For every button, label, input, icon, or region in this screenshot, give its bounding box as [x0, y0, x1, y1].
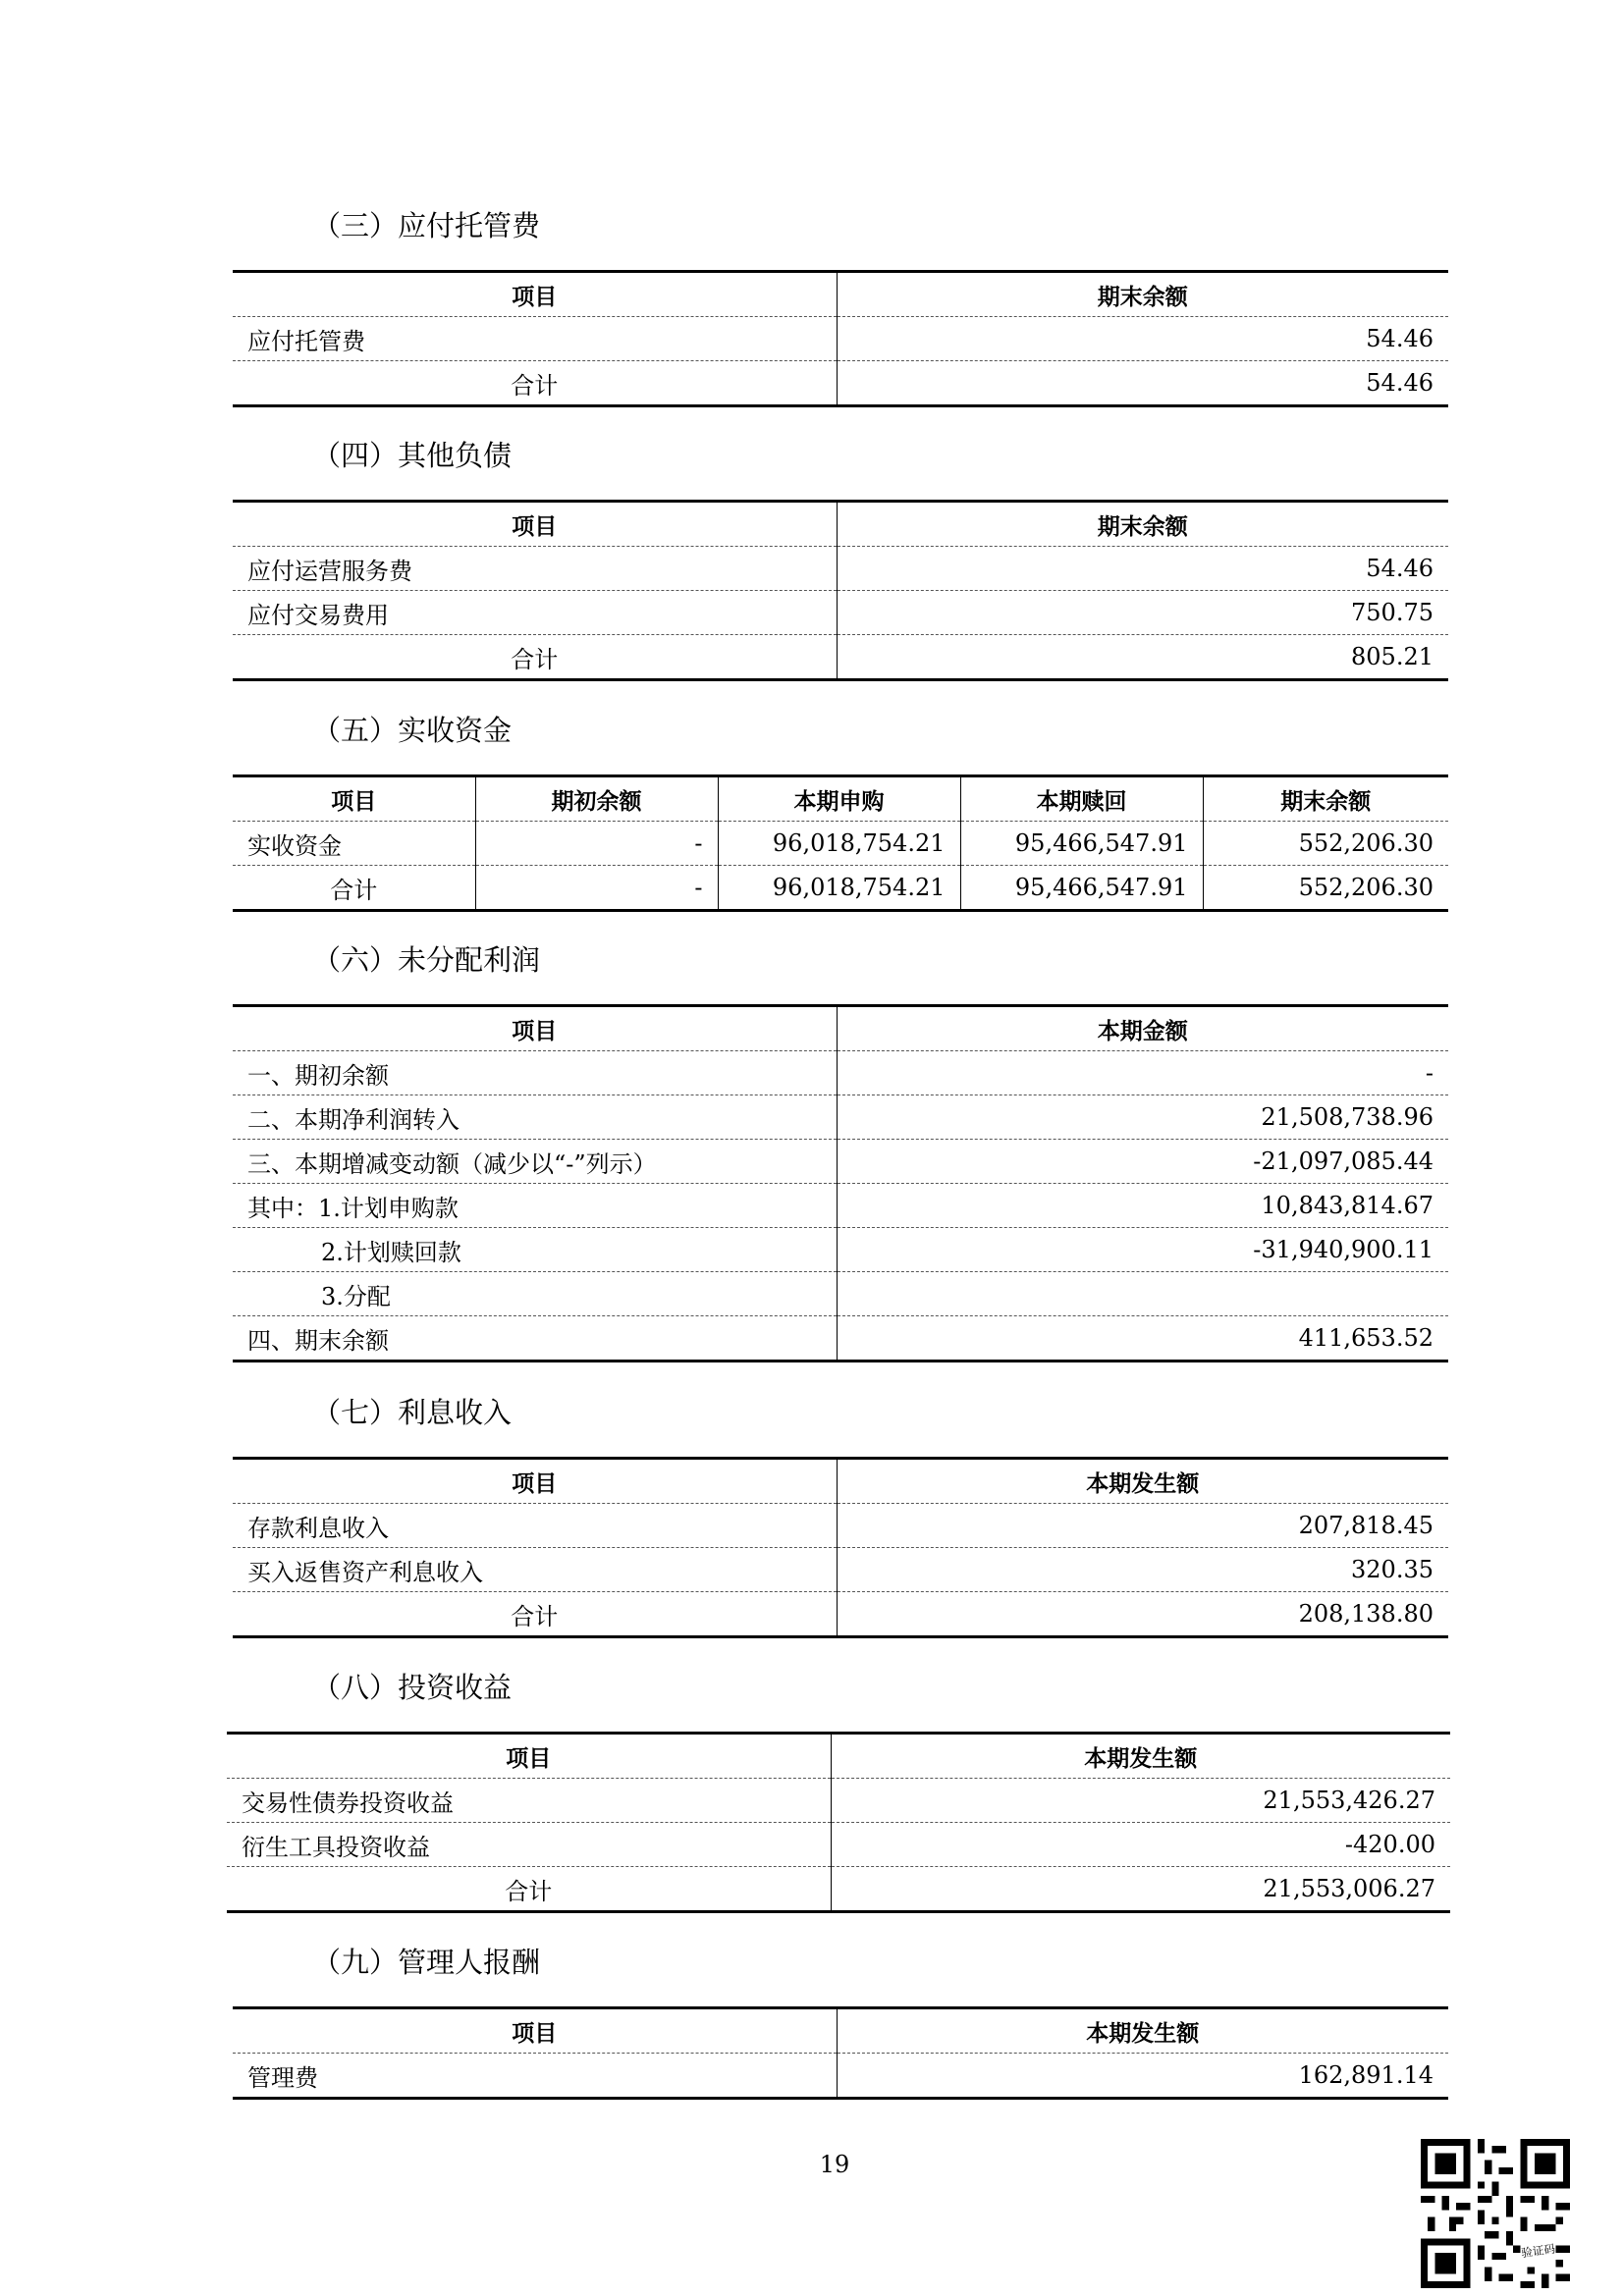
header-cell: 项目 [512, 2020, 558, 2047]
row-value: 21,553,006.27 [831, 1867, 1450, 1912]
row-label: 3.分配 [233, 1272, 837, 1316]
row-value: 552,206.30 [1203, 866, 1448, 911]
row-value: 54.46 [837, 317, 1448, 361]
row-value: 320.35 [837, 1548, 1448, 1592]
undistributed-profit-table [233, 1004, 1448, 1362]
header-cell: 项目 [506, 1745, 552, 1772]
table-row [227, 1823, 1450, 1867]
total-row [233, 1592, 1448, 1637]
table-header-row [227, 1734, 1450, 1779]
row-label: 合计 [227, 1867, 831, 1912]
section-heading-other-liabilities: （四）其他负债 [312, 439, 513, 472]
table-row [233, 1095, 1448, 1140]
table-header-row [233, 776, 1448, 822]
row-label: 应付交易费用 [233, 591, 837, 635]
table-row [233, 1184, 1448, 1228]
header-cell: 期末余额 [837, 272, 1448, 317]
table-row [233, 317, 1448, 361]
table-row [233, 1051, 1448, 1095]
table-header-row [233, 502, 1448, 547]
row-value: 95,466,547.91 [960, 866, 1203, 911]
header-cell: 本期申购 [718, 776, 960, 822]
header-cell: 期末余额 [1203, 776, 1448, 822]
row-value: 805.21 [837, 635, 1448, 680]
header-cell: 期末余额 [837, 502, 1448, 547]
row-value: - [475, 822, 718, 866]
section-heading-investment-income: （八）投资收益 [312, 1671, 513, 1704]
other-liabilities-table [233, 500, 1448, 681]
table-header-row [233, 2008, 1448, 2054]
row-label: 买入返售资产利息收入 [233, 1548, 837, 1592]
header-cell: 项目 [512, 1470, 558, 1497]
row-value: -31,940,900.11 [837, 1228, 1448, 1272]
row-label: 应付运营服务费 [233, 547, 837, 591]
table-row [233, 1548, 1448, 1592]
table-row [233, 2054, 1448, 2099]
row-label: 合计 [233, 361, 837, 406]
total-row [227, 1867, 1450, 1912]
row-value: 21,553,426.27 [831, 1779, 1450, 1823]
row-value: 96,018,754.21 [718, 822, 960, 866]
table-row [233, 822, 1448, 866]
row-label: 存款利息收入 [233, 1504, 837, 1548]
total-row [233, 361, 1448, 406]
row-label: 一、期初余额 [233, 1051, 837, 1095]
header-cell: 本期金额 [837, 1006, 1448, 1051]
section-heading-interest-income: （七）利息收入 [312, 1396, 513, 1429]
row-value: 750.75 [837, 591, 1448, 635]
section-heading-paid-in-capital: （五）实收资金 [312, 714, 513, 747]
row-label: 应付托管费 [233, 317, 837, 361]
row-value: 54.46 [837, 547, 1448, 591]
row-value: 54.46 [837, 361, 1448, 406]
investment-income-table [227, 1732, 1450, 1913]
row-value: -21,097,085.44 [837, 1140, 1448, 1184]
row-label: 管理费 [233, 2054, 837, 2099]
row-label: 二、本期净利润转入 [233, 1095, 837, 1140]
total-row [233, 635, 1448, 680]
section-heading-undistributed-profit: （六）未分配利润 [312, 943, 541, 977]
table-row [233, 1140, 1448, 1184]
header-cell: 项目 [512, 513, 558, 540]
row-label: 其中：1.计划申购款 [233, 1184, 837, 1228]
table-row [233, 1272, 1448, 1316]
row-label: 2.计划赎回款 [233, 1228, 837, 1272]
row-value: -420.00 [831, 1823, 1450, 1867]
row-value: 207,818.45 [837, 1504, 1448, 1548]
row-value: 162,891.14 [837, 2054, 1448, 2099]
row-label: 三、本期增减变动额（减少以“-”列示） [233, 1140, 837, 1184]
table-row [233, 1504, 1448, 1548]
header-cell: 项目 [512, 284, 558, 310]
qr-code-icon [1421, 2139, 1570, 2288]
row-label: 交易性债券投资收益 [227, 1779, 831, 1823]
row-value: 10,843,814.67 [837, 1184, 1448, 1228]
qr-verify-label: 验证码 [1520, 2241, 1556, 2261]
table-row [233, 591, 1448, 635]
row-value: 552,206.30 [1203, 822, 1448, 866]
row-value: - [475, 866, 718, 911]
row-value: - [837, 1051, 1448, 1095]
header-cell: 期初余额 [475, 776, 718, 822]
header-cell: 本期发生额 [837, 1459, 1448, 1504]
row-label: 合计 [233, 635, 837, 680]
table-row [233, 1316, 1448, 1362]
header-cell: 项目 [512, 1018, 558, 1044]
table-row [233, 1228, 1448, 1272]
row-value [837, 1272, 1448, 1316]
page-number: 19 [819, 2151, 850, 2178]
row-value: 96,018,754.21 [718, 866, 960, 911]
row-label: 衍生工具投资收益 [227, 1823, 831, 1867]
total-row [233, 866, 1448, 911]
row-label: 实收资金 [233, 822, 475, 866]
paid-in-capital-table [233, 774, 1448, 912]
header-cell: 本期赎回 [960, 776, 1203, 822]
manager-fee-table [233, 2006, 1448, 2100]
row-value: 21,508,738.96 [837, 1095, 1448, 1140]
table-row [227, 1779, 1450, 1823]
table-header-row [233, 272, 1448, 317]
table-header-row [233, 1006, 1448, 1051]
interest-income-table [233, 1457, 1448, 1638]
table-header-row [233, 1459, 1448, 1504]
row-label: 合计 [233, 1592, 837, 1637]
row-label: 四、期末余额 [233, 1316, 837, 1362]
section-heading-manager-fee: （九）管理人报酬 [312, 1946, 541, 1979]
row-value: 95,466,547.91 [960, 822, 1203, 866]
row-value: 411,653.52 [837, 1316, 1448, 1362]
custody-fee-table [233, 270, 1448, 407]
row-value: 208,138.80 [837, 1592, 1448, 1637]
header-cell: 本期发生额 [831, 1734, 1450, 1779]
table-row [233, 547, 1448, 591]
header-cell: 项目 [331, 788, 377, 815]
row-label: 合计 [233, 866, 475, 911]
section-heading-custody-fee: （三）应付托管费 [312, 209, 541, 242]
header-cell: 本期发生额 [837, 2008, 1448, 2054]
